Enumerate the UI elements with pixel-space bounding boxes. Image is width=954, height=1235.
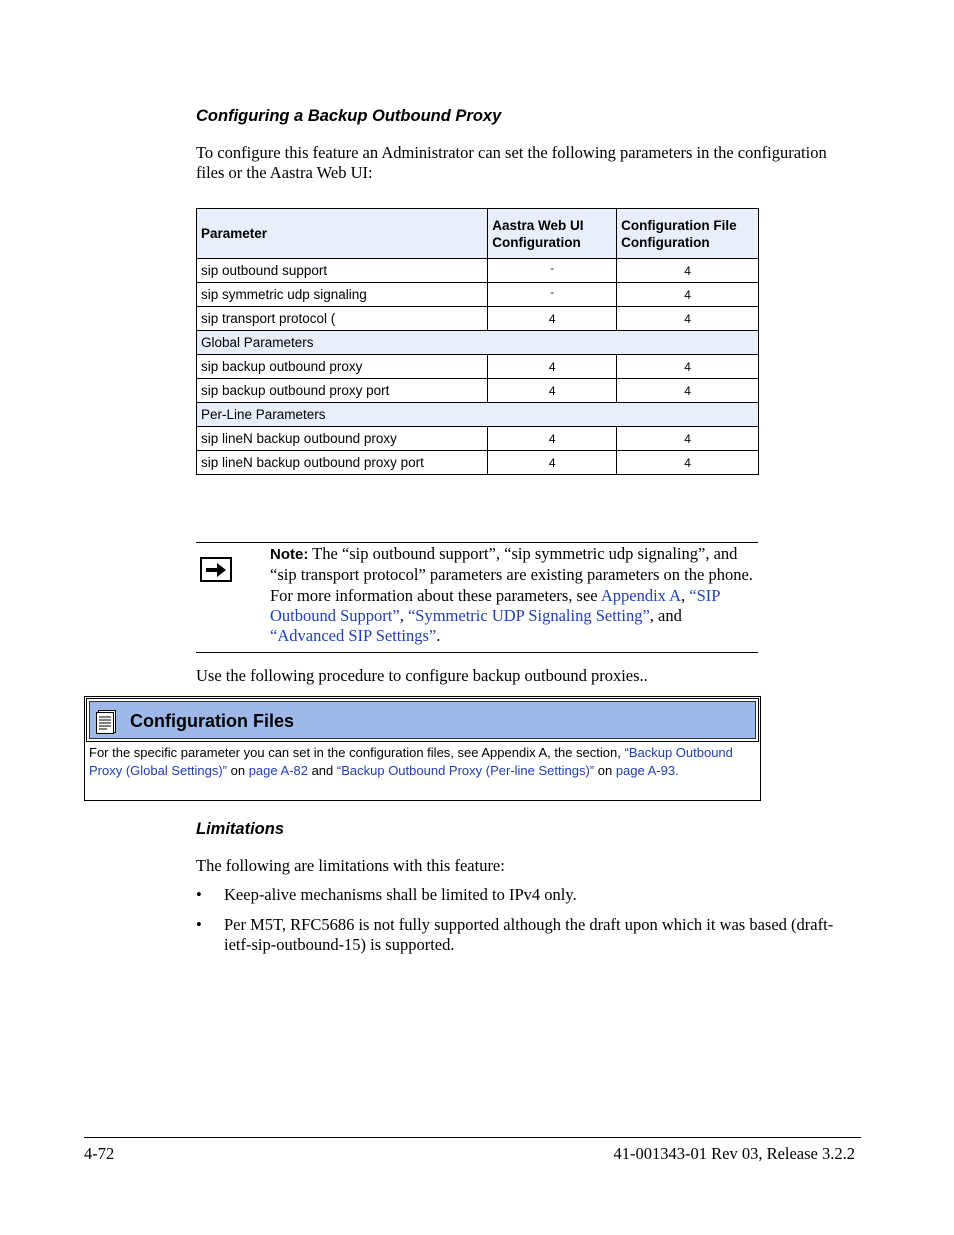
section-title: Configuring a Backup Outbound Proxy: [196, 107, 502, 125]
web-ui-value: -: [488, 283, 617, 307]
link-page-a-82[interactable]: page A-82: [248, 762, 308, 778]
configuration-files-title: Configuration Files: [130, 711, 294, 731]
configuration-files-box: [84, 696, 761, 801]
note-sep: , and: [649, 605, 682, 625]
table-row: [197, 379, 759, 403]
table-row: [197, 427, 759, 451]
web-ui-value: 4: [488, 379, 617, 403]
cfg-text: on: [227, 762, 249, 778]
config-file-value: 4: [617, 355, 759, 379]
note-sep: ,: [681, 585, 690, 605]
link-symmetric-udp-signaling[interactable]: “Symmetric UDP Signaling Setting”: [407, 605, 650, 625]
right-arrow-icon: [200, 557, 232, 582]
list-item-text: Keep-alive mechanisms shall be limited to IPv4 only.: [224, 885, 577, 904]
header-parameter: Parameter: [197, 209, 488, 259]
link-advanced-sip-settings[interactable]: “Advanced SIP Settings”: [270, 626, 437, 646]
limitations-title: Limitations: [196, 820, 285, 838]
table-row: [197, 307, 759, 331]
list-item: [196, 915, 856, 957]
header-config-file: Configuration File Configuration: [617, 209, 759, 259]
table-row: [197, 259, 759, 283]
param-name: sip outbound support: [197, 259, 488, 283]
table-header-row: [197, 209, 759, 259]
header-web-ui: Aastra Web UI Configuration: [488, 209, 617, 259]
procedure-intro: Use the following procedure to configure backup outbound proxies..: [196, 666, 648, 685]
table-row: [197, 355, 759, 379]
cfg-text: on: [594, 762, 616, 778]
note-sep: ,: [399, 605, 408, 625]
intro-paragraph: To configure this feature an Administrator can set the following parameters in the configuration files or the Aastra Web UI:: [196, 143, 827, 182]
note-box: [196, 542, 758, 653]
param-name: sip symmetric udp signaling: [197, 283, 488, 307]
group-label: Per-Line Parameters: [197, 403, 759, 427]
table-row: [197, 451, 759, 475]
config-file-value: 4: [617, 307, 759, 331]
param-name: sip backup outbound proxy port: [197, 379, 488, 403]
config-file-value: 4: [617, 283, 759, 307]
bullet-marker: •: [196, 915, 202, 934]
web-ui-value: 4: [488, 355, 617, 379]
table-group-row: [197, 331, 759, 355]
web-ui-value: 4: [488, 451, 617, 475]
link-backup-proxy-global[interactable]: “Backup Outbound Proxy (Global Settings)”: [89, 745, 733, 778]
configuration-files-header: [86, 698, 759, 742]
web-ui-value: 4: [488, 307, 617, 331]
config-file-value: 4: [617, 427, 759, 451]
limitations-intro: The following are limitations with this feature:: [196, 856, 505, 875]
web-ui-value: -: [488, 259, 617, 283]
cfg-text: and: [307, 762, 337, 778]
link-page-a-93[interactable]: page A-93: [615, 762, 676, 778]
list-item-text: Per M5T, RFC5686 is not fully supported although the draft upon which it was based (draft-ietf-sip-outbound-15) is supported.: [224, 915, 834, 955]
note-text: [270, 544, 760, 646]
document-icon: [95, 709, 117, 735]
document-id: 41-001343-01 Rev 03, Release 3.2.2: [613, 1144, 855, 1163]
link-appendix-a[interactable]: Appendix A: [600, 585, 682, 605]
table-row: [197, 283, 759, 307]
table-group-row: [197, 403, 759, 427]
link-backup-proxy-per-line[interactable]: “Backup Outbound Proxy (Per-line Settings)”: [336, 762, 595, 778]
config-file-value: 4: [617, 259, 759, 283]
link-sip-outbound-support[interactable]: “SIP Outbound Support”: [270, 585, 720, 625]
config-file-value: 4: [617, 379, 759, 403]
cfg-text: For the specific parameter you can set in the configuration files, see Appendix A, the section,: [89, 745, 625, 760]
config-file-value: 4: [617, 451, 759, 475]
param-name: sip lineN backup outbound proxy port: [197, 451, 488, 475]
footer-divider: [84, 1137, 861, 1138]
configuration-files-text: [89, 744, 749, 779]
param-name: sip backup outbound proxy: [197, 355, 488, 379]
cfg-end: .: [675, 762, 679, 778]
web-ui-value: 4: [488, 427, 617, 451]
note-end: .: [436, 626, 441, 646]
group-label: Global Parameters: [197, 331, 759, 355]
parameter-table: [196, 208, 759, 475]
page-number: 4-72: [84, 1144, 115, 1163]
param-name: sip lineN backup outbound proxy: [197, 427, 488, 451]
note-body: The “sip outbound support”, “sip symmetric udp signaling”, and “sip transport protocol” parameters are existing parameters on the phone. For more information about these parameters, see: [270, 544, 753, 605]
note-label: Note:: [270, 546, 309, 563]
list-item: [196, 885, 856, 907]
param-name: sip transport protocol (: [197, 307, 488, 331]
bullet-marker: •: [196, 885, 202, 904]
